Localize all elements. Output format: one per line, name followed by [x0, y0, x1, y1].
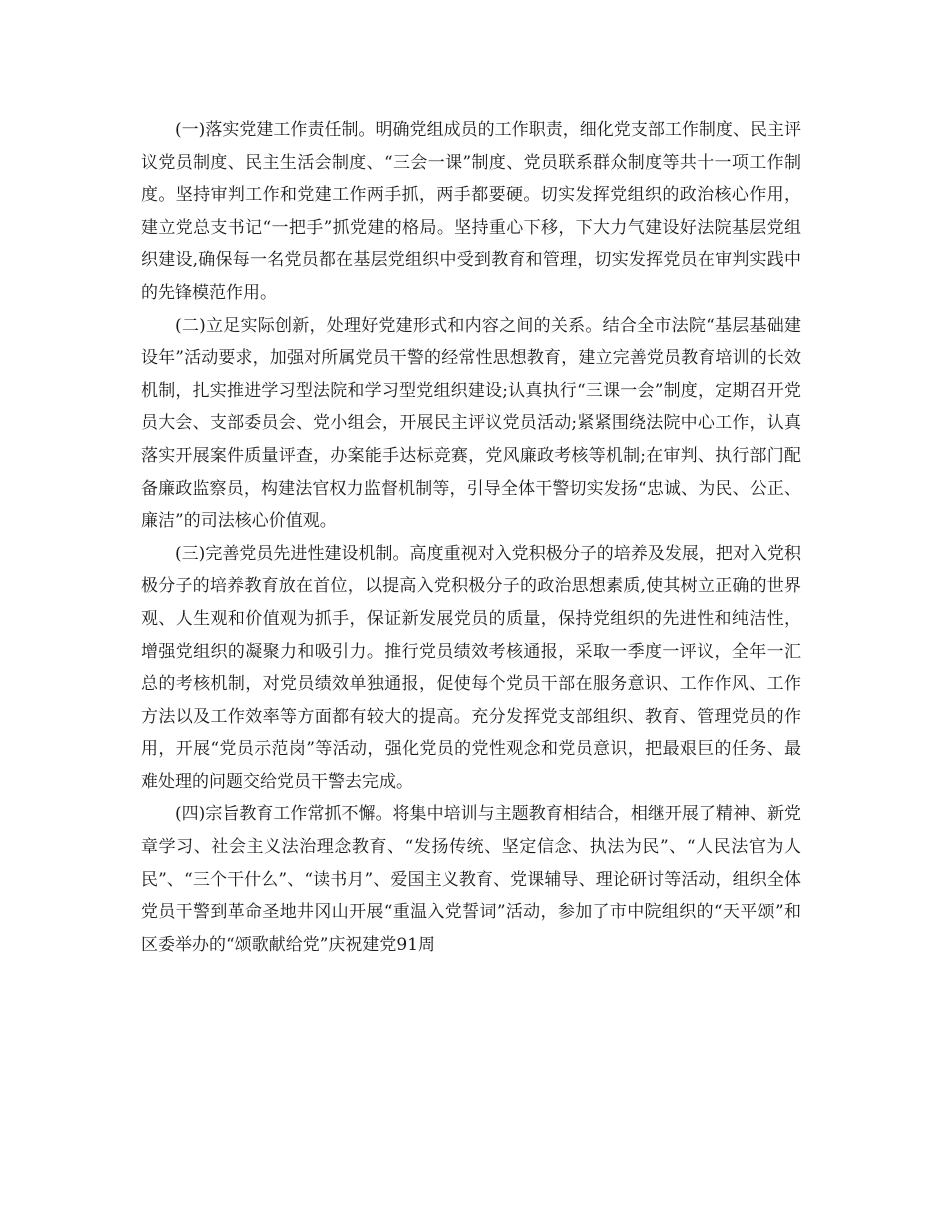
paragraph-4: (四)宗旨教育工作常抓不懈。将集中培训与主题教育相结合，相继开展了精神、新党章学习、社会主义法治理念教育、“发扬传统、坚定信念、执法为民”、“人民法官为人民”、“三个干什么”、“读书月”、爱国主义教育、党课辅导、理论研讨等活动，组织全体党员干警到革命圣地井冈山开展“重温入党誓词”活动，参加了市中院组织的“天平颂”和区委举办的“颂歌献给党”庆祝建党91周 [141, 804, 801, 955]
paragraph-1: (一)落实党建工作责任制。明确党组成员的工作职责，细化党支部工作制度、民主评议党员制度、民主生活会制度、“三会一课”制度、党员联系群众制度等共十一项工作制度。坚持审判工作和党建工作两手抓，两手都要硬。切实发挥党组织的政治核心作用，建立党总支书记“一把手”抓党建的格局。坚持重心下移，下大力气建设好法院基层党组织建设,确保每一名党员都在基层党组织中受到教育和管理，切实发挥党员在审判实践中的先锋模范作用。 [141, 120, 801, 303]
document-body [141, 114, 801, 961]
paragraph-3: (三)完善党员先进性建设机制。高度重视对入党积极分子的培养及发展，把对入党积极分子的培养教育放在首位，以提高入党积极分子的政治思想素质,使其树立正确的世界观、人生观和价值观为抓手，保证新发展党员的质量，保持党组织的先进性和纯洁性，增强党组织的凝聚力和吸引力。推行党员绩效考核通报，采取一季度一评议，全年一汇总的考核机制，对党员绩效单独通报，促使每个党员干部在服务意识、工作作风、工作方法以及工作效率等方面都有较大的提高。充分发挥党支部组织、教育、管理党员的作用，开展“党员示范岗”等活动，强化党员的党性观念和党员意识，把最艰巨的任务、最难处理的问题交给党员干警去完成。 [141, 543, 801, 792]
paragraph-2: (二)立足实际创新，处理好党建形式和内容之间的关系。结合全市法院“基层基础建设年”活动要求，加强对所属党员干警的经常性思想教育，建立完善党员教育培训的长效机制，扎实推进学习型法院和学习型党组织建设;认真执行“三课一会”制度，定期召开党员大会、支部委员会、党小组会，开展民主评议党员活动;紧紧围绕法院中心工作，认真落实开展案件质量评查，办案能手达标竞赛，党风廉政考核等机制;在审判、执行部门配备廉政监察员，构建法官权力监督机制等，引导全体干警切实发扬“忠诚、为民、公正、廉洁”的司法核心价值观。 [141, 315, 801, 532]
